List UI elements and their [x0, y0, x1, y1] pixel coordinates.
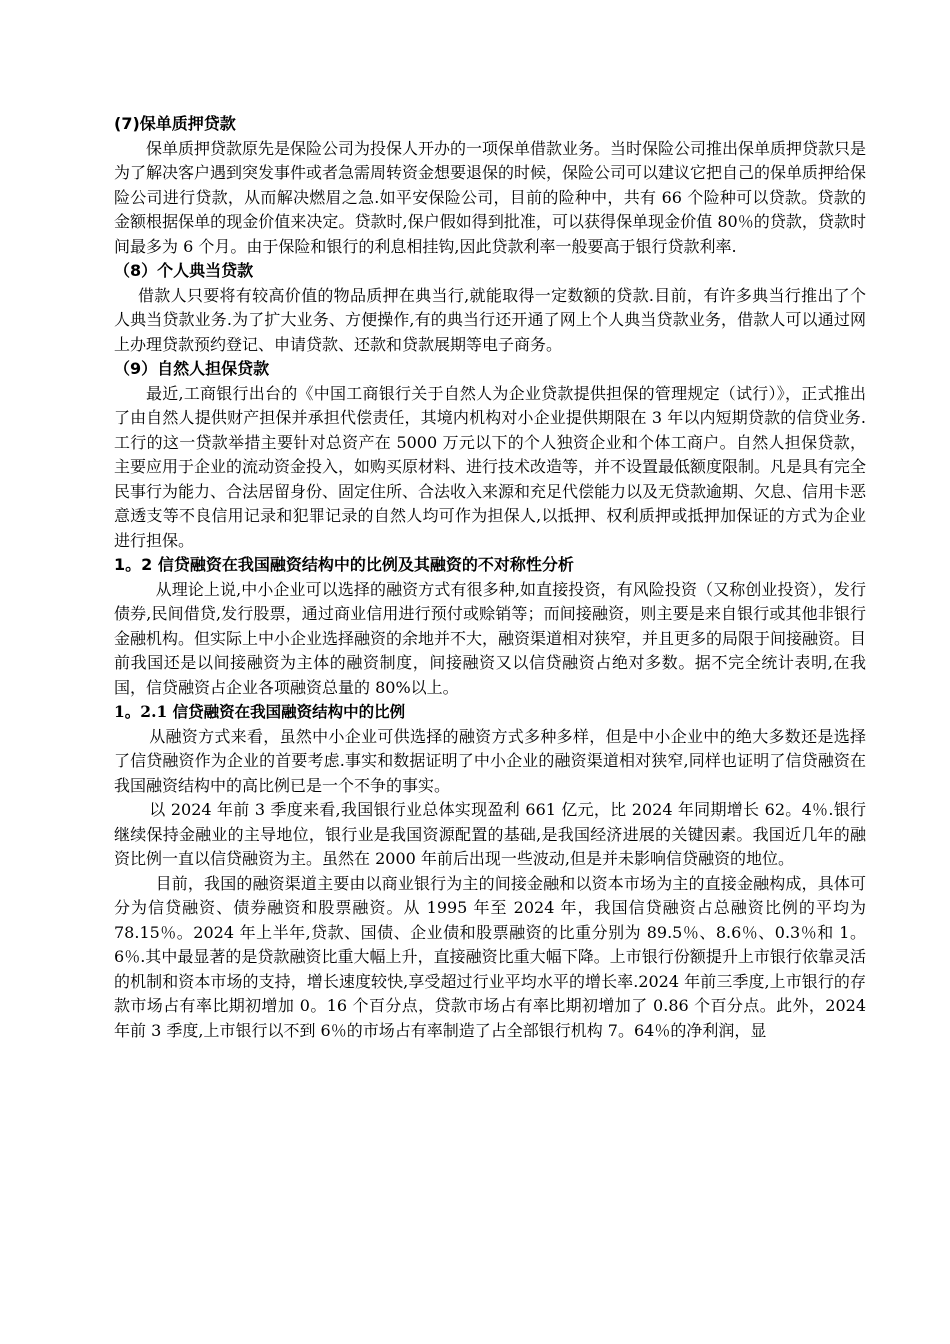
section-1-2-1-heading: 1。2.1 信贷融资在我国融资结构中的比例: [114, 702, 406, 721]
section-7-body: 保单质押贷款原先是保险公司为投保人开办的一项保单借款业务。当时保险公司推出保单质押贷款只是为了解决客户遇到突发事件或者急需周转资金想要退保的时候，保险公司可以建议它把自己的保单质押给保险公司进行贷款，从而解决燃眉之急.如平安保险公司，目前的险种中，共有 66 个险种可以贷款。贷款的金额根据保单的现金价值来决定。贷款时,保户假如得到批准，可以获得保单现金价值 80％的贷款，贷款时间最多为 6 个月。由于保险和银行的利息相挂钩,因此贷款利率一般要高于银行贷款利率.: [114, 138, 867, 256]
section-8-heading: （8）个人典当贷款: [114, 261, 254, 280]
section-1-2-1-paragraph-2: 以 2024 年前 3 季度来看,我国银行业总体实现盈利 661 亿元，比 2024 年同期增长 62。4％.银行继续保持金融业的主导地位，银行业是我国资源配置的基础,是我国经济进展的关键因素。我国近几年的融资比例一直以信贷融资为主。虽然在 2000 年前后出现一些波动,但是并未影响信贷融资的地位。: [114, 800, 866, 868]
section-1-2-1-paragraph-1: 从融资方式来看，虽然中小企业可供选择的融资方式多种多样，但是中小企业中的绝大多数还是选择了信贷融资作为企业的首要考虑.事实和数据证明了中小企业的融资渠道相对狭窄,同样也证明了信贷融资在我国融资结构中的高比例已是一个不争的事实。: [114, 726, 866, 795]
section-1-2-heading: 1。2 信贷融资在我国融资结构中的比例及其融资的不对称性分析: [114, 555, 574, 574]
section-9-body: 最近,工商银行出台的《中国工商银行关于自然人为企业贷款提供担保的管理规定（试行）》，正式推出了由自然人提供财产担保并承担代偿责任，其境内机构对小企业提供期限在 3 年以内短期贷款的信贷业务.工行的这一贷款举措主要针对总资产在 5000 万元以下的个人独资企业和个体工商户。自然人担保贷款，主要应用于企业的流动资金投入，如购买原材料、进行技术改造等，并不设置最低额度限制。凡是具有完全民事行为能力、合法居留身份、固定住所、合法收入来源和充足代偿能力以及无贷款逾期、欠息、信用卡恶意透支等不良信用记录和犯罪记录的自然人均可作为担保人,以抵押、权利质押或抵押加保证的方式为企业进行担保。: [114, 383, 867, 550]
section-8-body: 借款人只要将有较高价值的物品质押在典当行,就能取得一定数额的贷款.目前，有许多典当行推出了个人典当贷款业务.为了扩大业务、方便操作,有的典当行还开通了网上个人典当贷款业务，借款人可以通过网上办理贷款预约登记、申请贷款、还款和贷款展期等电子商务。: [114, 285, 866, 354]
section-1-2-1-paragraph-3: 目前，我国的融资渠道主要由以商业银行为主的间接金融和以资本市场为主的直接金融构成，具体可分为信贷融资、债券融资和股票融资。从 1995 年至 2024 年，我国信贷融资占总融资比例的平均为 78.15％。2024 年上半年,贷款、国债、企业债和股票融资的比重分别为 89.5％、8.6％、0.3％和 1。6％.其中最显著的是贷款融资比重大幅上升，直接融资比重大幅下降。上市银行份额提升上市银行依靠灵活的机制和资本市场的支持，增长速度较快,享受超过行业平均水平的增长率.2024 年前三季度,上市银行的存款市场占有率比期初增加 0。16 个百分点，贷款市场占有率比期初增加了 0.86 个百分点。此外，2024 年前 3 季度,上市银行以不到 6％的市场占有率制造了占全部银行机构 7。64％的净利润，显: [114, 873, 866, 1040]
section-7-heading: (7)保单质押贷款: [114, 114, 236, 133]
document-page: [114, 112, 866, 1043]
section-1-2-body: 从理论上说,中小企业可以选择的融资方式有很多种,如直接投资，有风险投资（又称创业投资），发行债券,民间借贷,发行股票，通过商业信用进行预付或赊销等；而间接融资，则主要是来自银行或其他非银行金融机构。但实际上中小企业选择融资的余地并不大，融资渠道相对狭窄，并且更多的局限于间接融资。目前我国还是以间接融资为主体的融资制度，间接融资又以信贷融资占绝对多数。据不完全统计表明,在我国，信贷融资占企业各项融资总量的 80%以上。: [114, 579, 867, 697]
section-9-heading: （9）自然人担保贷款: [114, 359, 270, 378]
